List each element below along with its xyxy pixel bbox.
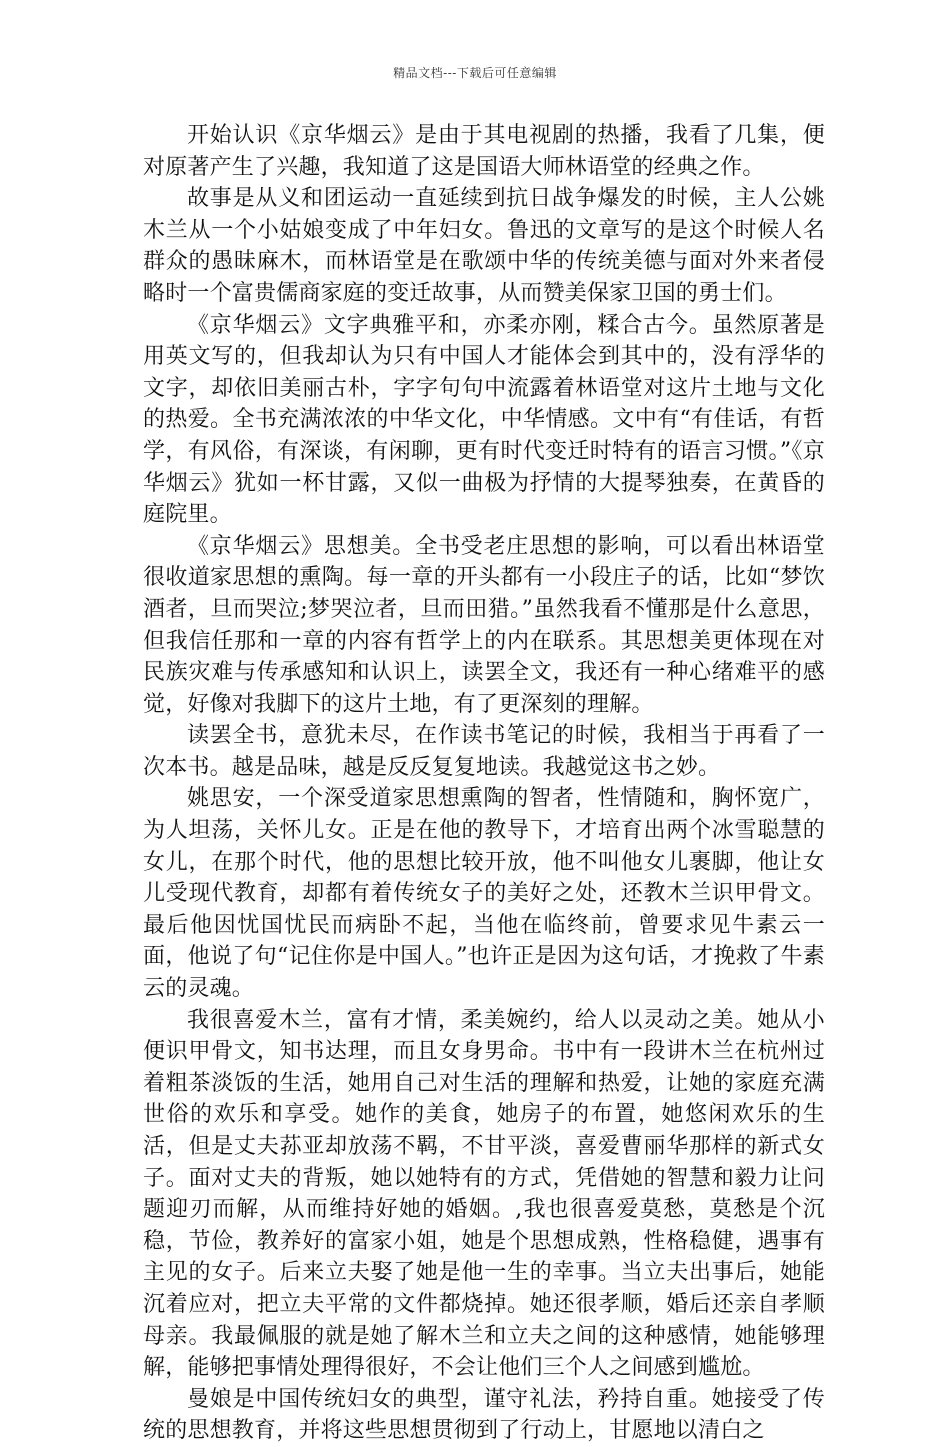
paragraph-3: 《京华烟云》文字典雅平和，亦柔亦刚，糅合古今。虽然原著是用英文写的，但我却认为只有中国人才能体会到其中的，没有浮华的文字，却依旧美丽古朴，字字句句中流露着林语堂对这片土地与文化的热爱。全书充满浓浓的中华文化，中华情感。文中有“有佳话，有哲学，有风俗，有深谈，有闲聊，更有时代变迁时特有的语言习惯。”《京华烟云》犹如一杯甘露，又似一曲极为抒情的大提琴独奏，在黄昏的庭院里。 xyxy=(143,312,825,528)
paragraph-2: 故事是从义和团运动一直延续到抗日战争爆发的时候，主人公姚木兰从一个小姑娘变成了中年妇女。鲁迅的文章写的是这个时候人名群众的愚昧麻木，而林语堂是在歌颂中华的传统美德与面对外来者侵略时一个富贵儒商家庭的变迁故事，从而赞美保家卫国的勇士们。 xyxy=(143,186,825,306)
paragraph-5: 读罢全书，意犹未尽，在作读书笔记的时候，我相当于再看了一次本书。越是品味，越是反反复复地读。我越觉这书之妙。 xyxy=(143,723,825,780)
paragraph-6: 姚思安，一个深受道家思想熏陶的智者，性情随和，胸怀宽广，为人坦荡，关怀儿女。正是在他的教导下，才培育出两个冰雪聪慧的女儿，在那个时代，他的思想比较开放，他不叫他女儿裹脚，他让女儿受现代教育，却都有着传统女子的美好之处，还教木兰识甲骨文。最后他因忧国忧民而病卧不起，当他在临终前，曾要求见牛素云一面，他说了句“记住你是中国人。”也许正是因为这句话，才挽救了牛素云的灵魂。 xyxy=(143,786,825,1002)
paragraph-7: 我很喜爱木兰，富有才情，柔美婉约，给人以灵动之美。她从小便识甲骨文，知书达理，而且女身男命。书中有一段讲木兰在杭州过着粗茶淡饭的生活，她用自己对生活的理解和热爱，让她的家庭充满世俗的欢乐和享受。她作的美食，她房子的布置，她悠闲欢乐的生活，但是丈夫荪亚却放荡不羁，不甘平淡，喜爱曹丽华那样的新式女子。面对丈夫的背叛，她以她特有的方式，凭借她的智慧和毅力让问题迎刃而解，从而维持好她的婚姻。,我也很喜爱莫愁，莫愁是个沉稳，节俭，教养好的富家小姐，她是个思想成熟，性格稳健，遇事有主见的女子。后来立夫娶了她是他一生的幸事。当立夫出事后，她能沉着应对，把立夫平常的文件都烧掉。她还很孝顺，婚后还亲自孝顺母亲。我最佩服的就是她了解木兰和立夫之间的这种感情，她能够理解，能够把事情处理得很好，不会让他们三个人之间感到尴尬。 xyxy=(143,1007,825,1381)
paragraph-8: 曼娘是中国传统妇女的典型，谨守礼法，矜持自重。她接受了传统的思想教育，并将这些思想贯彻到了行动上，甘愿地以清白之 xyxy=(143,1386,825,1444)
paragraph-1: 开始认识《京华烟云》是由于其电视剧的热播，我看了几集，便对原著产生了兴趣，我知道了这是国语大师林语堂的经典之作。 xyxy=(143,123,825,180)
paragraph-4: 《京华烟云》思想美。全书受老庄思想的影响，可以看出林语堂很收道家思想的熏陶。每一章的开头都有一小段庄子的话，比如“梦饮酒者，旦而哭泣;梦哭泣者，旦而田猎。”虽然我看不懂那是什么意思，但我信任那和一章的内容有哲学上的内在联系。其思想美更体现在对民族灾难与传承感知和认识上，读罢全文，我还有一种心绪难平的感觉，好像对我脚下的这片土地，有了更深刻的理解。 xyxy=(143,533,825,717)
page-header: 精品文档---下载后可任意编辑 xyxy=(393,66,557,80)
article-body xyxy=(143,120,825,1447)
